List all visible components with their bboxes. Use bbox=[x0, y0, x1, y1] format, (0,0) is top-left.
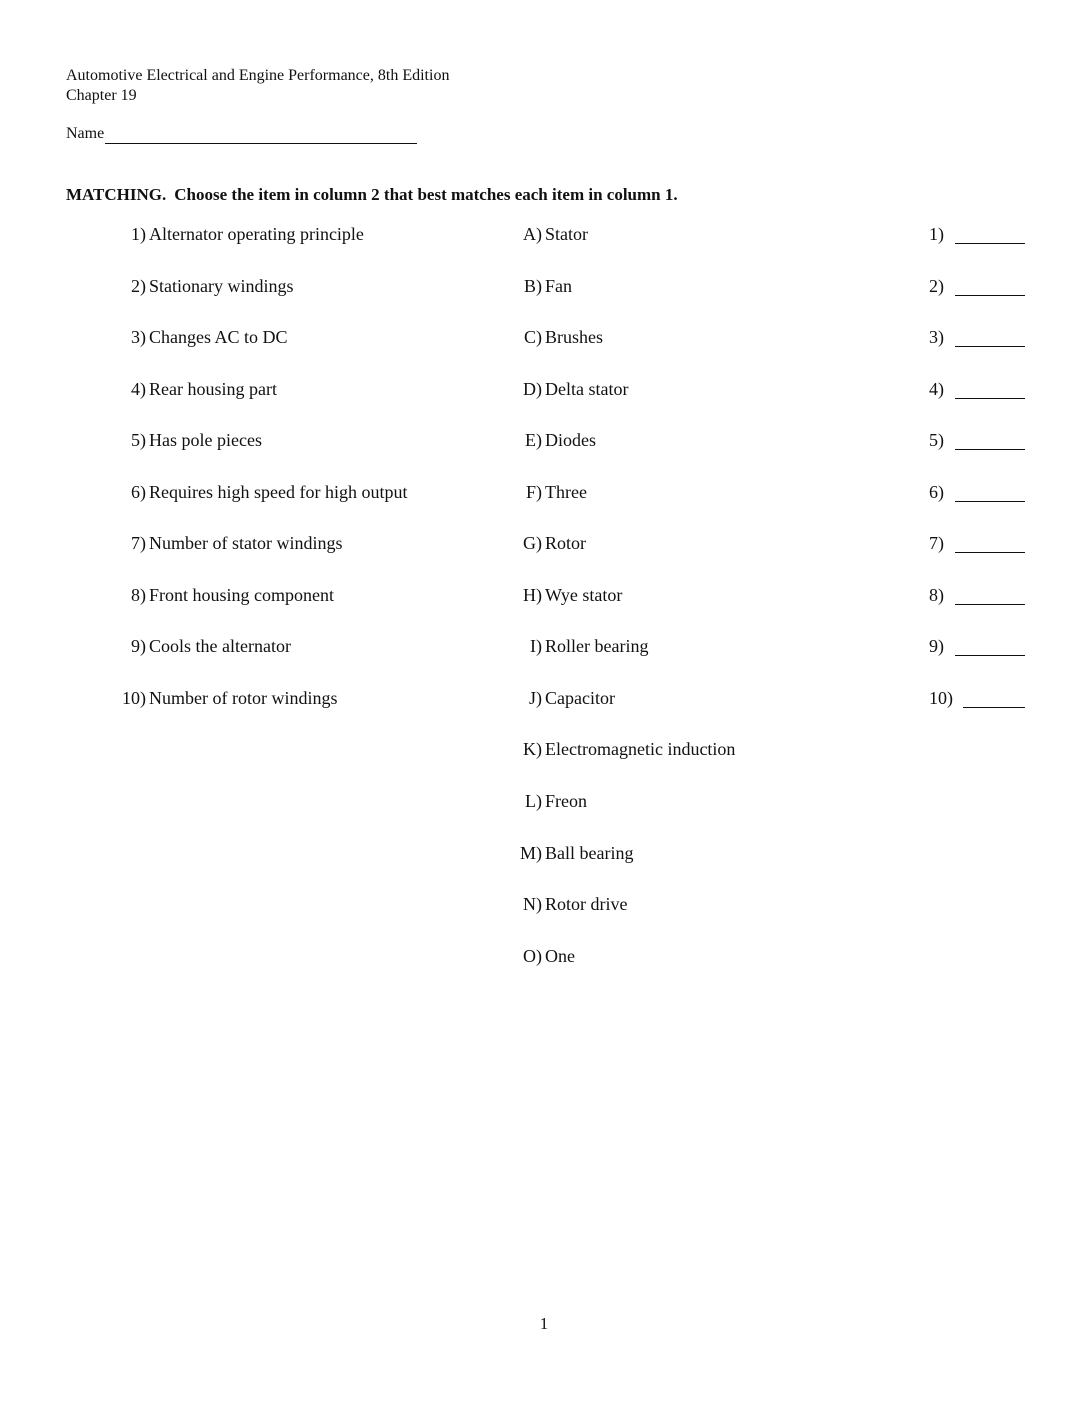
answer-blank[interactable] bbox=[955, 223, 1025, 244]
column2-item-text: Stator bbox=[545, 224, 588, 244]
column2-item bbox=[516, 326, 603, 348]
column2-item bbox=[516, 223, 588, 245]
column2-item bbox=[516, 584, 622, 606]
answer-blank[interactable] bbox=[955, 429, 1025, 450]
column2-item bbox=[516, 532, 586, 554]
answer-blank[interactable] bbox=[955, 326, 1025, 347]
column1-item bbox=[117, 223, 364, 245]
column1-item-text: Front housing component bbox=[149, 584, 334, 605]
column2-item-letter: B) bbox=[524, 275, 542, 296]
column2-item-letter: L) bbox=[525, 791, 542, 811]
matching-instructions bbox=[66, 184, 678, 206]
column2-item-letter: D) bbox=[523, 378, 542, 399]
column2-item-letter: H) bbox=[523, 584, 542, 605]
answer-blank[interactable] bbox=[955, 635, 1025, 656]
column2-item bbox=[516, 429, 596, 451]
column2-item-text: Rotor drive bbox=[545, 894, 628, 914]
name-row bbox=[66, 124, 417, 144]
column2-item-text: Rotor bbox=[545, 533, 587, 553]
column2-item-letter: A) bbox=[523, 224, 542, 244]
column2-item bbox=[516, 738, 735, 760]
column2-item bbox=[516, 481, 587, 503]
column1-item-number: 7) bbox=[131, 533, 146, 553]
column1-item-number: 4) bbox=[131, 378, 146, 399]
column1-item-text: Has pole pieces bbox=[149, 430, 262, 450]
answer-number: 6) bbox=[929, 481, 944, 502]
answer-number: 2) bbox=[929, 275, 944, 296]
column2-item-text: Freon bbox=[545, 791, 587, 811]
column2-item-letter: F) bbox=[525, 481, 542, 502]
column2-item-letter: J) bbox=[529, 687, 542, 708]
column1-item-number: 6) bbox=[131, 481, 146, 502]
column1-item bbox=[117, 326, 288, 348]
column1-item bbox=[117, 635, 291, 657]
column2-item-letter: O) bbox=[523, 946, 542, 966]
column2-item-text: Diodes bbox=[545, 430, 596, 450]
answer-row bbox=[929, 429, 1025, 451]
column2-item-text: One bbox=[545, 946, 575, 966]
column2-item-letter: I) bbox=[530, 636, 542, 656]
column2-item bbox=[516, 687, 615, 709]
column1-item-text: Rear housing part bbox=[149, 378, 277, 399]
answer-row bbox=[929, 275, 1025, 297]
column2-item-letter: M) bbox=[520, 843, 542, 863]
answer-number: 7) bbox=[929, 533, 944, 553]
column1-item-text: Changes AC to DC bbox=[149, 327, 288, 347]
column1-item-text: Alternator operating principle bbox=[149, 224, 364, 244]
column2-item bbox=[516, 635, 648, 657]
column1-item bbox=[117, 532, 342, 554]
answer-blank[interactable] bbox=[955, 481, 1025, 502]
answer-number: 5) bbox=[929, 430, 944, 450]
column2-item bbox=[516, 790, 587, 812]
column2-item-text: Fan bbox=[545, 275, 572, 296]
column2-item-text: Three bbox=[545, 481, 587, 502]
column2-item bbox=[516, 378, 628, 400]
answer-number: 3) bbox=[929, 327, 944, 347]
column1-item-number: 1) bbox=[131, 224, 146, 244]
column2-item-letter: G) bbox=[523, 533, 542, 553]
column2-item bbox=[516, 945, 575, 967]
column1-item-number: 2) bbox=[131, 275, 146, 296]
name-blank-line[interactable] bbox=[105, 125, 417, 144]
column1-item bbox=[117, 687, 337, 709]
column2-item-letter: N) bbox=[523, 894, 542, 914]
column2-item-letter: K) bbox=[523, 739, 542, 759]
answer-row bbox=[929, 584, 1025, 606]
answer-number: 1) bbox=[929, 224, 944, 244]
column1-item-number: 9) bbox=[131, 636, 146, 656]
column1-item-text: Requires high speed for high output bbox=[149, 481, 408, 502]
column1-item bbox=[117, 584, 334, 606]
column1-item bbox=[117, 275, 294, 297]
column1-item-number: 5) bbox=[131, 430, 146, 450]
answer-blank[interactable] bbox=[955, 532, 1025, 553]
column2-item-text: Capacitor bbox=[545, 687, 615, 708]
answer-row bbox=[929, 378, 1025, 400]
answer-row bbox=[929, 635, 1025, 657]
answer-row bbox=[929, 687, 1025, 709]
column1-item-number: 3) bbox=[131, 327, 146, 347]
answer-blank[interactable] bbox=[963, 687, 1025, 708]
instructions-text: Choose the item in column 2 that best matches each item in column 1. bbox=[174, 185, 678, 204]
answer-row bbox=[929, 532, 1025, 554]
column1-item-number: 10) bbox=[122, 687, 146, 708]
column2-item-text: Electromagnetic induction bbox=[545, 739, 736, 759]
page-number: 1 bbox=[539, 1314, 549, 1333]
answer-blank[interactable] bbox=[955, 584, 1025, 605]
book-title: Automotive Electrical and Engine Performance, 8th Edition bbox=[66, 67, 450, 84]
column1-item-text: Stationary windings bbox=[149, 275, 294, 296]
instructions-label: MATCHING. bbox=[66, 185, 167, 204]
answer-blank[interactable] bbox=[955, 275, 1025, 296]
column2-item bbox=[516, 893, 628, 915]
name-label: Name bbox=[66, 125, 105, 142]
column2-item-letter: C) bbox=[524, 327, 542, 347]
answer-number: 8) bbox=[929, 584, 944, 605]
column2-item-text: Ball bearing bbox=[545, 843, 634, 863]
answer-row bbox=[929, 481, 1025, 503]
answer-blank[interactable] bbox=[955, 378, 1025, 399]
column2-item-text: Roller bearing bbox=[545, 636, 649, 656]
answer-row bbox=[929, 223, 1025, 245]
answer-number: 10) bbox=[929, 687, 953, 708]
column2-item-letter: E) bbox=[525, 430, 542, 450]
column2-item-text: Brushes bbox=[545, 327, 603, 347]
column1-item-text: Cools the alternator bbox=[149, 636, 291, 656]
answer-number: 9) bbox=[929, 636, 944, 656]
column1-item-text: Number of stator windings bbox=[149, 533, 343, 553]
column2-item bbox=[516, 842, 633, 864]
answer-row bbox=[929, 326, 1025, 348]
answer-number: 4) bbox=[929, 378, 944, 399]
column1-item bbox=[117, 429, 262, 451]
column2-item-text: Wye stator bbox=[545, 584, 623, 605]
chapter-label: Chapter 19 bbox=[66, 87, 137, 104]
column1-item-number: 8) bbox=[131, 584, 146, 605]
column1-item-text: Number of rotor windings bbox=[149, 687, 338, 708]
document-header bbox=[66, 66, 449, 106]
column1-item bbox=[117, 378, 277, 400]
column2-item-text: Delta stator bbox=[545, 378, 629, 399]
column1-item bbox=[117, 481, 407, 503]
column2-item bbox=[516, 275, 572, 297]
